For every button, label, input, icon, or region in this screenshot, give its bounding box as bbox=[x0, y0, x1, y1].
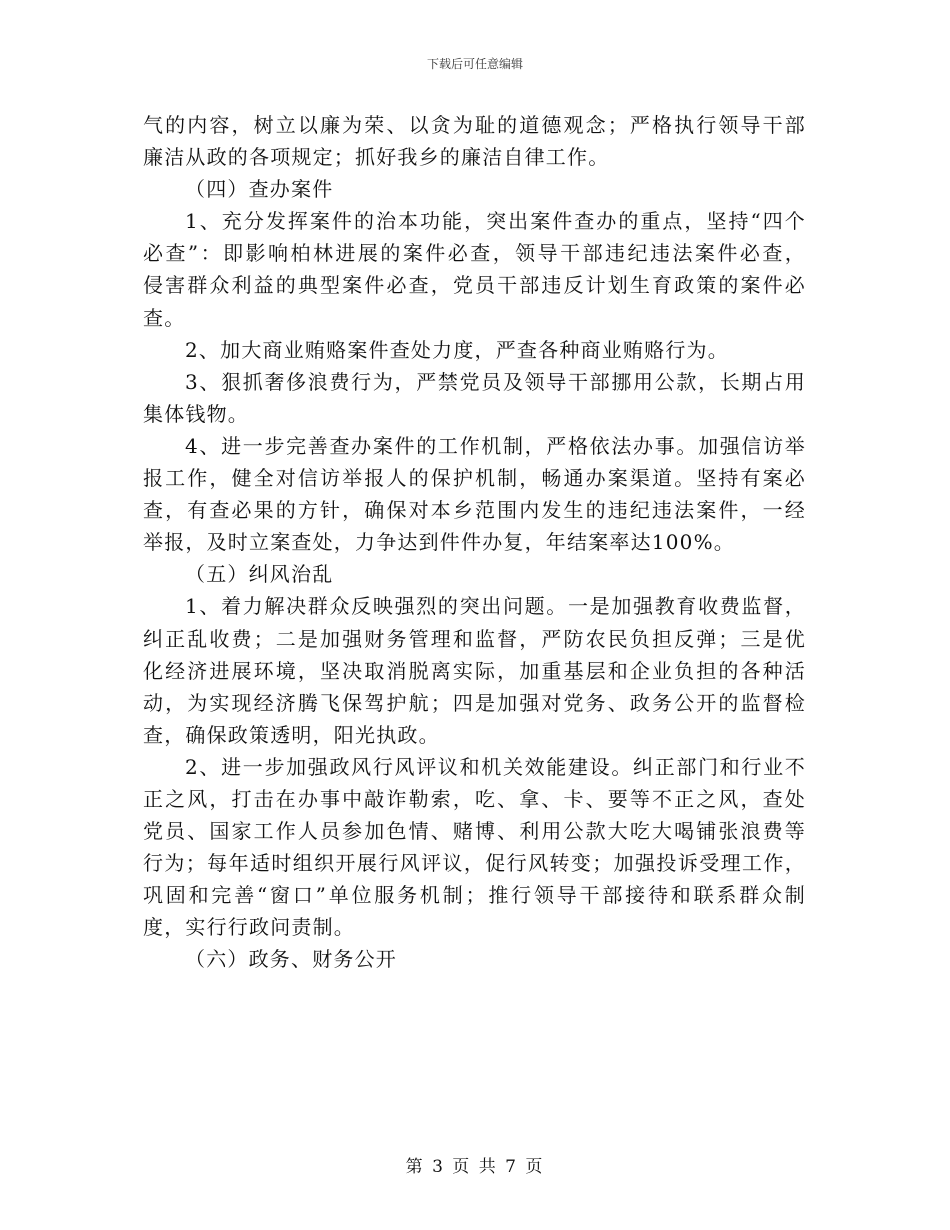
section-heading: （五）纠风治乱 bbox=[185, 562, 334, 587]
section-heading: （六）政务、财务公开 bbox=[185, 947, 397, 972]
document-body bbox=[143, 110, 806, 977]
body-line: 1、着力解决群众反映强烈的突出问题。一是加强教育收费监督， bbox=[185, 594, 806, 619]
body-line: 集体钱物。 bbox=[143, 401, 249, 426]
body-line: 2、进一步加强政风行风评议和机关效能建设。纠正部门和行业不 bbox=[185, 754, 806, 779]
body-line: 动，为实现经济腾飞保驾护航；四是加强对党务、政务公开的监督检 bbox=[143, 690, 806, 715]
body-line: 气的内容，树立以廉为荣、以贪为耻的道德观念；严格执行领导干部 bbox=[143, 113, 806, 137]
body-line: 查，确保政策透明，阳光执政。 bbox=[143, 722, 440, 747]
body-line: 侵害群众利益的典型案件必查，党员干部违反计划生育政策的案件必 bbox=[143, 273, 806, 298]
body-line: 4、进一步完善查办案件的工作机制，严格依法办事。加强信访举 bbox=[185, 433, 806, 458]
body-line: 查。 bbox=[143, 305, 186, 330]
body-line: 正之风，打击在办事中敲诈勒索，吃、拿、卡、要等不正之风，查处 bbox=[143, 786, 806, 811]
body-line: 2、加大商业贿赂案件查处力度，严查各种商业贿赂行为。 bbox=[185, 337, 729, 362]
body-line: 3、狠抓奢侈浪费行为，严禁党员及领导干部挪用公款，长期占用 bbox=[185, 369, 806, 394]
body-line: 1、充分发挥案件的治本功能，突出案件查办的重点，坚持“四个 bbox=[185, 209, 806, 234]
body-line: 纠正乱收费；二是加强财务管理和监督，严防农民负担反弹；三是优 bbox=[143, 626, 806, 651]
page-footer: 第 3 页 共 7 页 bbox=[405, 1157, 545, 1177]
body-line: 必查”：即影响柏林进展的案件必查，领导干部违纪违法案件必查， bbox=[143, 241, 806, 266]
body-line: 查，有查必果的方针，确保对本乡范围内发生的违纪违法案件，一经 bbox=[143, 498, 806, 523]
section-heading: （四）查办案件 bbox=[185, 177, 334, 202]
body-line: 举报，及时立案查处，力争达到件件办复，年结案率达100%。 bbox=[143, 530, 735, 555]
body-line: 化经济进展环境，坚决取消脱离实际，加重基层和企业负担的各种活 bbox=[143, 658, 806, 683]
body-line: 党员、国家工作人员参加色情、赌博、利用公款大吃大喝铺张浪费等 bbox=[143, 819, 806, 844]
body-line: 报工作，健全对信访举报人的保护机制，畅通办案渠道。坚持有案必 bbox=[143, 466, 806, 491]
page-header: 下载后可任意编辑 bbox=[426, 57, 523, 71]
body-line: 巩固和完善“窗口”单位服务机制；推行领导干部接待和联系群众制 bbox=[143, 883, 806, 908]
body-line: 度，实行行政问责制。 bbox=[143, 915, 355, 940]
body-line: 廉洁从政的各项规定；抓好我乡的廉洁自律工作。 bbox=[143, 145, 610, 170]
body-line: 行为；每年适时组织开展行风评议，促行风转变；加强投诉受理工作， bbox=[143, 851, 806, 876]
